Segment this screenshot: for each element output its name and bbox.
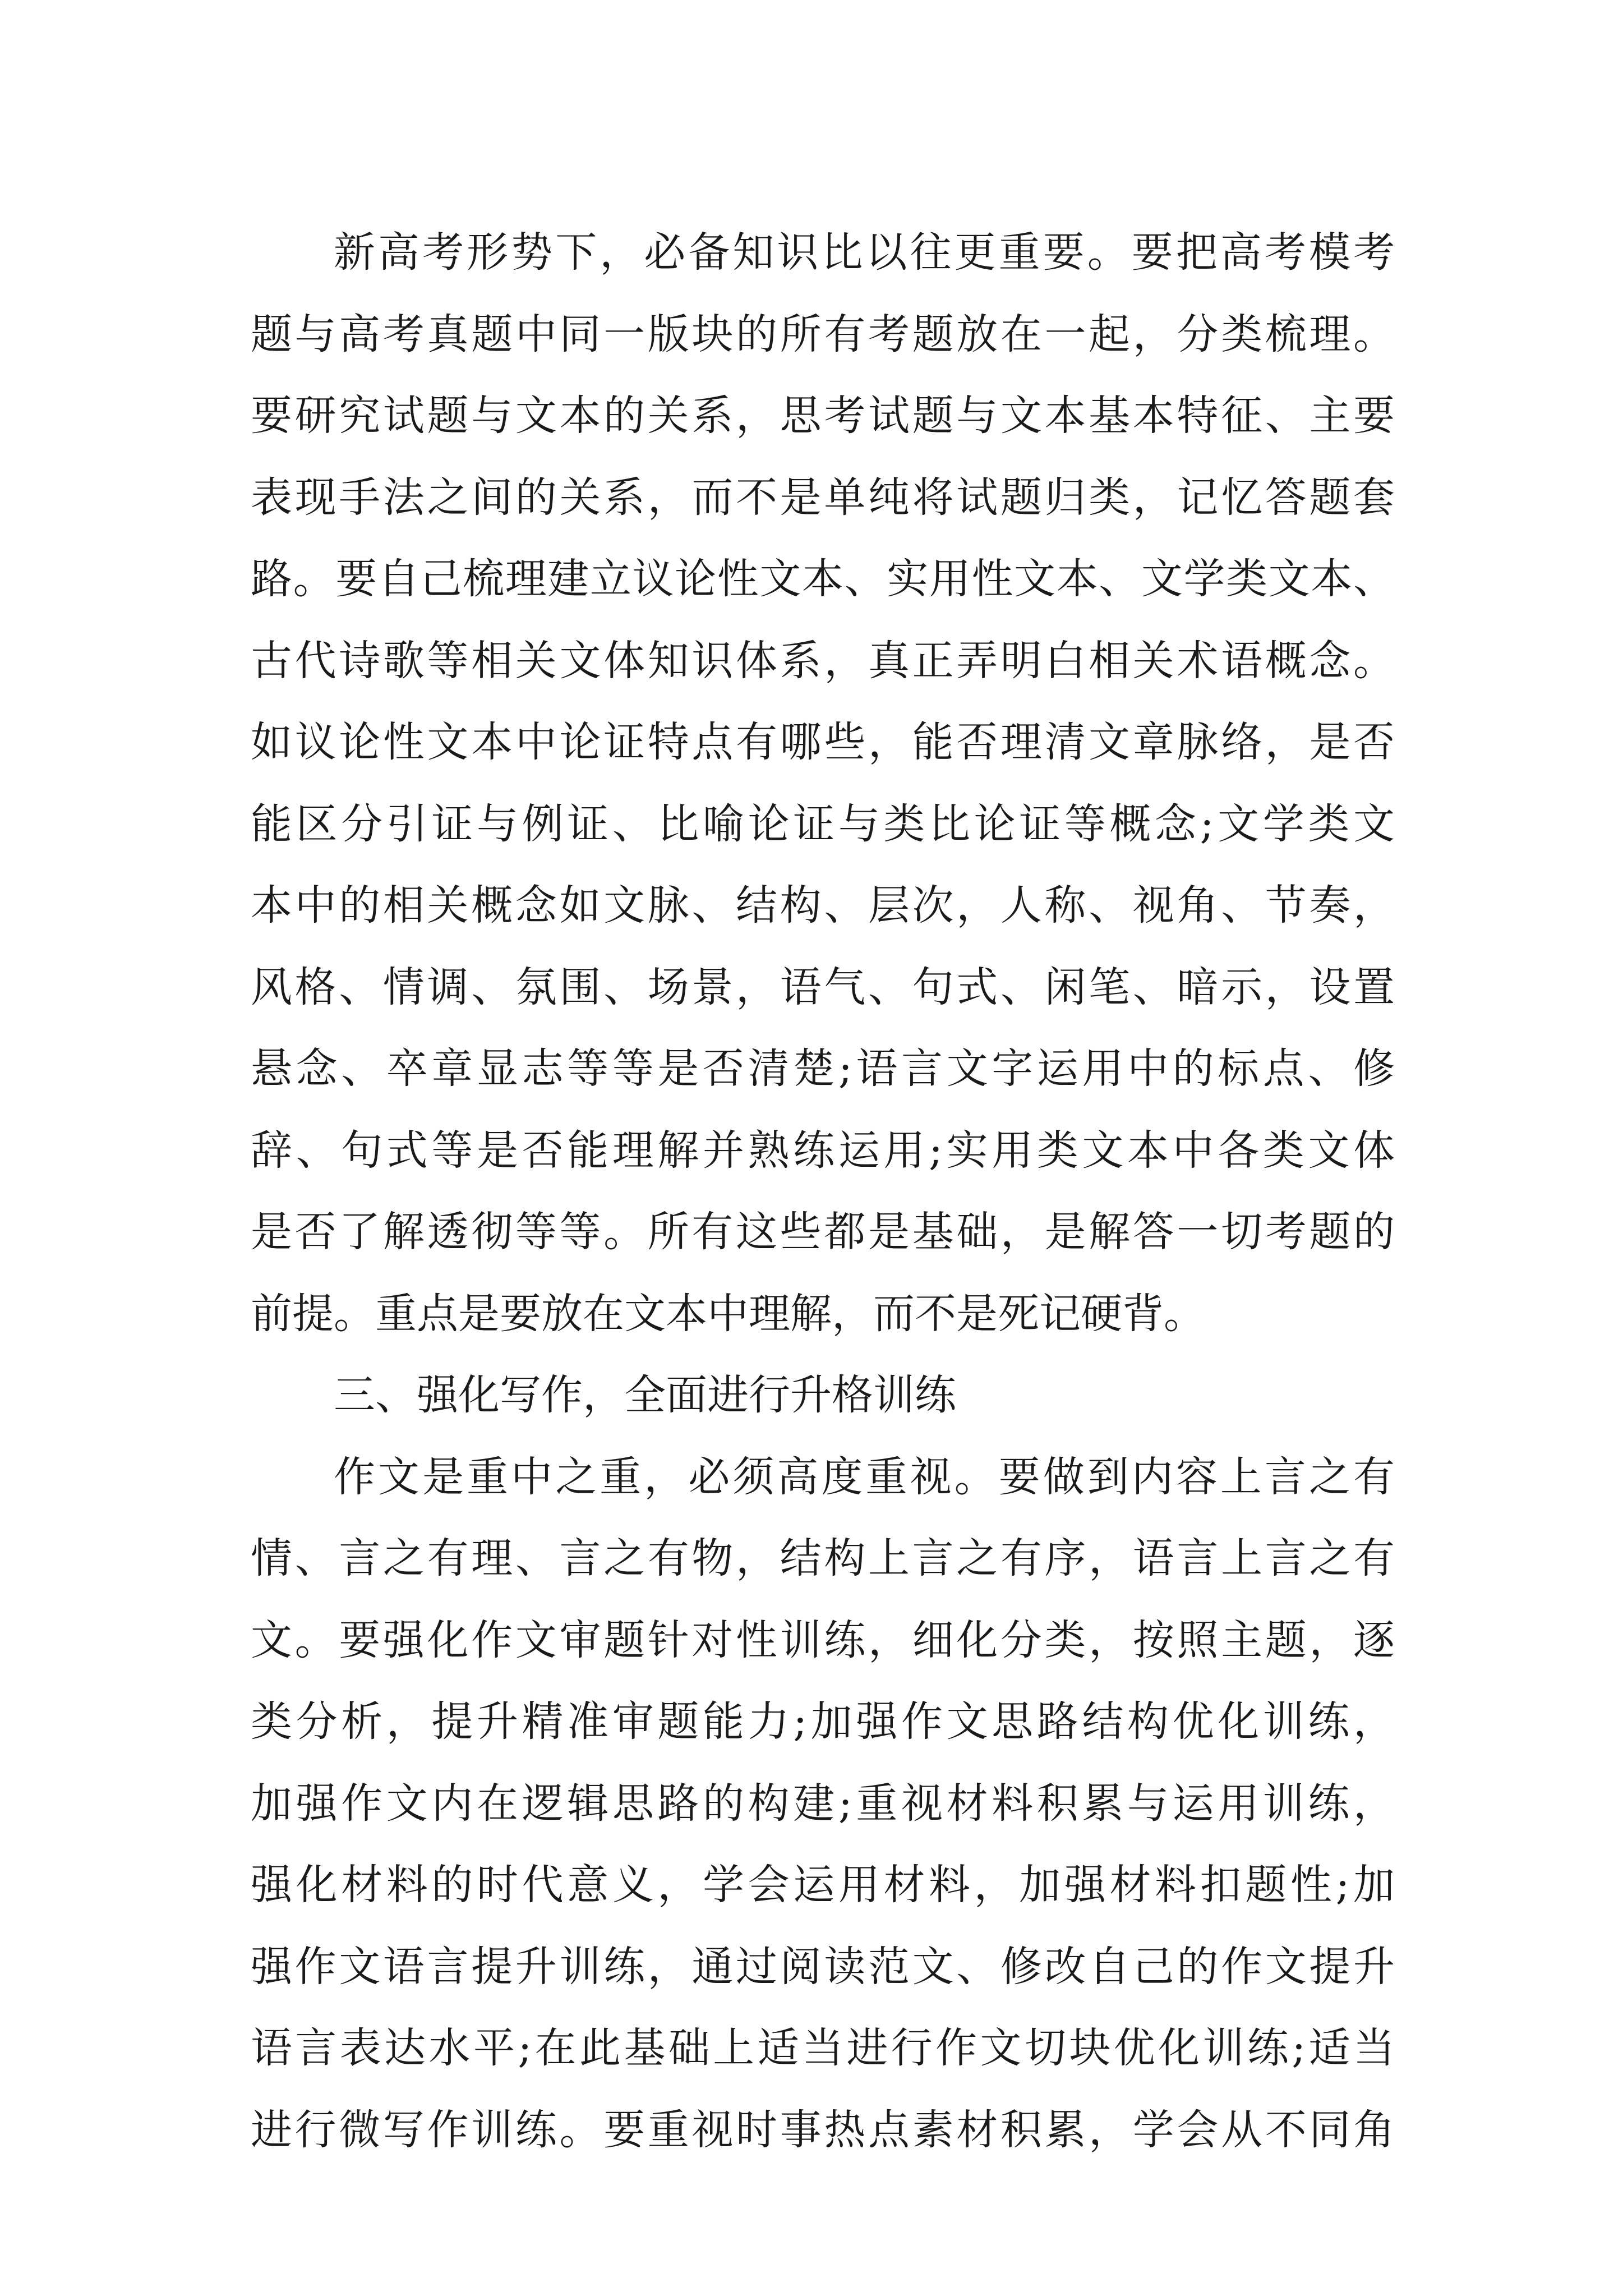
text-line: 强化材料的时代意义，学会运用材料，加强材料扣题性;加 (251, 1861, 1395, 1909)
section-heading: 三、强化写作，全面进行升格训练 (334, 1371, 956, 1419)
text-line: 前提。重点是要放在文本中理解，而不是死记硬背。 (251, 1289, 1205, 1338)
text-line: 题与高考真题中同一版块的所有考题放在一起，分类梳理。 (251, 310, 1395, 358)
text-line: 表现手法之间的关系，而不是单纯将试题归类，记忆答题套 (251, 473, 1395, 522)
paragraph-writing-training (251, 1437, 1395, 2171)
text-line: 情、言之有理、言之有物，结构上言之有序，语言上言之有 (251, 1534, 1395, 1582)
text-line: 加强作文内在逻辑思路的构建;重视材料积累与运用训练， (251, 1779, 1395, 1828)
text-line: 古代诗歌等相关文体知识体系，真正弄明白相关术语概念。 (251, 636, 1395, 685)
text-line: 本中的相关概念如文脉、结构、层次，人称、视角、节奏， (251, 881, 1395, 930)
text-line: 进行微写作训练。要重视时事热点素材积累，学会从不同角 (251, 2105, 1395, 2154)
body-text (251, 212, 1395, 2171)
text-line: 类分析，提升精准审题能力;加强作文思路结构优化训练， (251, 1697, 1395, 1746)
text-line: 风格、情调、氛围、场景，语气、句式、闲笔、暗示，设置 (251, 963, 1395, 1011)
text-line: 辞、句式等是否能理解并熟练运用;实用类文本中各类文体 (251, 1126, 1395, 1175)
text-line: 语言表达水平;在此基础上适当进行作文切块优化训练;适当 (251, 2024, 1395, 2072)
text-line: 强作文语言提升训练，通过阅读范文、修改自己的作文提升 (251, 1942, 1395, 1991)
text-line: 作文是重中之重，必须高度重视。要做到内容上言之有 (334, 1452, 1395, 1501)
text-line: 文。要强化作文审题针对性训练，细化分类，按照主题，逐 (251, 1616, 1395, 1664)
text-line: 新高考形势下，必备知识比以往更重要。要把高考模考 (334, 228, 1395, 277)
text-line: 如议论性文本中论证特点有哪些，能否理清文章脉络，是否 (251, 718, 1395, 766)
text-line: 能区分引证与例证、比喻论证与类比论证等概念;文学类文 (251, 799, 1395, 848)
text-line: 悬念、卒章显志等等是否清楚;语言文字运用中的标点、修 (251, 1045, 1395, 1093)
text-line: 是否了解透彻等等。所有这些都是基础，是解答一切考题的 (251, 1208, 1395, 1256)
paragraph-must-know-knowledge (251, 212, 1395, 1355)
text-line: 路。要自己梳理建立议论性文本、实用性文本、文学类文本、 (251, 555, 1395, 603)
text-line: 要研究试题与文本的关系，思考试题与文本基本特征、主要 (251, 392, 1395, 440)
